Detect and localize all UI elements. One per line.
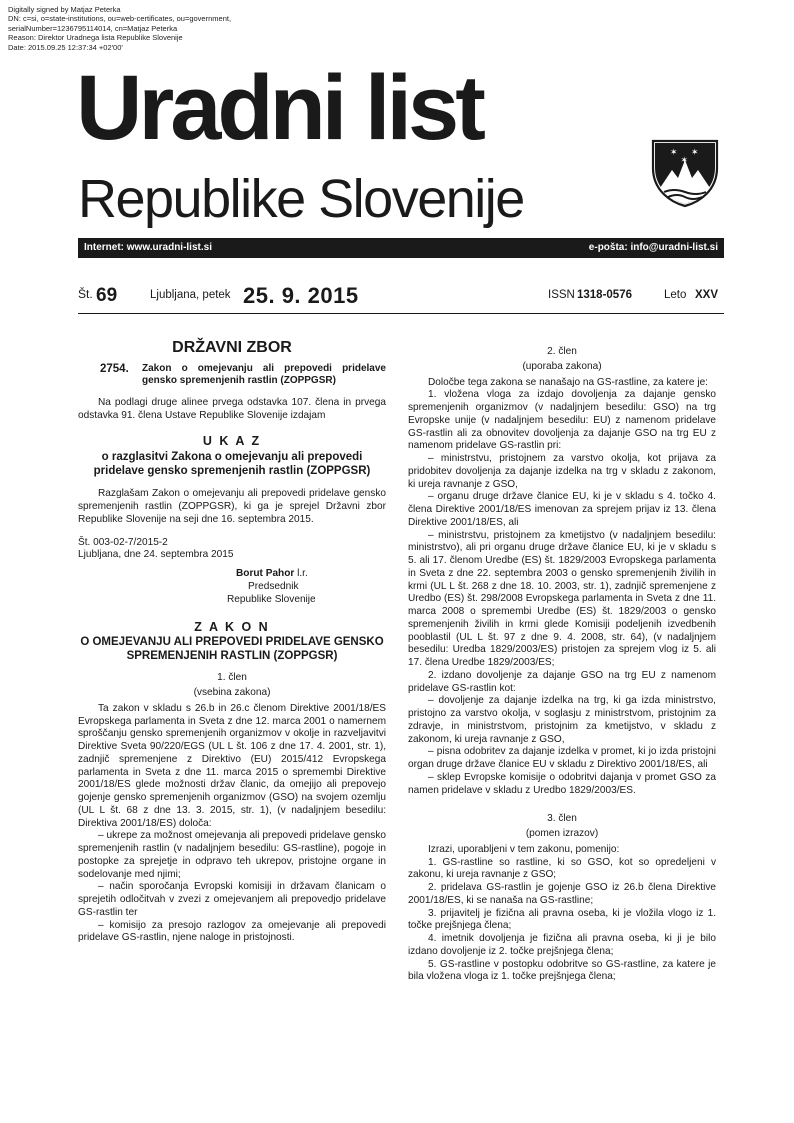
- issn-label: ISSN: [548, 289, 575, 301]
- paragraph: Ta zakon v skladu s 26.b in 26.c členom Direktive 2001/18/ES Evropskega parlamenta in Sveta z dne 12. marca 2001 o namernem sproščanju gensko spremenjenih organizmov v okolje in razveljavitvi Direktive Sveta 90/220/EGS (UL L št. 106 z dne 17. 4. 2001, str. 1), zadnjič spremenjene z Direktivo (EU) 2015/412 Evropskega parlamenta in Sveta z dne 11. marca 2015 o spremembi Direktive 2001/18/ES glede možnosti držav članic, da omejijo ali prepovejo gojenje gensko spremenjenih organizmov (GSO) na svojem ozemlju (UL L št. 68 z dne 13. 3. 2015, str. 1), (v nadaljnjem besedilu: Direktiva 2001/18/ES) določa:: [78, 702, 386, 829]
- article-title: (pomen izrazov): [525, 828, 599, 839]
- signature-line: Reason: Direktor Uradnega lista Republike Slovenije: [8, 33, 183, 43]
- masthead-subtitle: Republike Slovenije: [78, 169, 524, 229]
- article-heading: 3. člen: [547, 813, 577, 825]
- list-item: 1. GS-rastline so rastline, ki so GSO, kot so opredeljeni v zakonu, ki ureja ravnanje z GSO;: [408, 856, 716, 881]
- zakon-heading: Z A K O N: [194, 620, 270, 635]
- list-item: – ukrepe za možnost omejevanja ali prepovedi pridelave gensko spremenjenih rastlin (v nadaljnjem besedilu: GS-rastline), pogoje in postopke za sprejetje in odpravo teh ukrepov, pristojne organe in sodelovanje med njimi;: [78, 830, 386, 880]
- article-title: (uporaba zakona): [522, 360, 602, 372]
- signer-line: [78, 568, 386, 581]
- issue-number: 69: [96, 285, 118, 306]
- reference-date: Ljubljana, dne 24. septembra 2015: [78, 549, 234, 561]
- list-item: – organu druge države članice EU, ki je v skladu s 4. točko 4. člena Direktive 2001/18/ES imenovan za sprejem prijav iz 13. člena Direktive 2001/18/ES, ali: [408, 491, 716, 528]
- signature-line: Digitally signed by Matjaz Peterka: [8, 5, 121, 14]
- list-item: – komisijo za presojo razlogov za omejevanje ali prepovedi pridelave GS-rastlin, njene naloge in pristojnosti.: [78, 919, 386, 944]
- paragraph: Razglašam Zakon o omejevanju ali prepovedi pridelave gensko spremenjenih rastlin (ZOPPGSR), ki ga je sprejel Državni zbor Republike Slovenije na seji dne 16. septembra 2015.: [78, 488, 386, 525]
- paragraph: Izrazi, uporabljeni v tem zakonu, pomenijo:: [428, 843, 620, 855]
- issue-line: [78, 283, 724, 314]
- list-item: 4. imetnik dovoljenja je fizična ali pravna oseba, ki ji je bilo izdano dovoljenje iz 2. točke prejšnjega člena;: [408, 933, 716, 957]
- issn-value: 1318-0576: [577, 289, 632, 301]
- list-item: – ministrstvu, pristojnem za kmetijstvo (v nadaljnjem besedilu: ministrstvo), ali pri organu druge države članice EU, ki je v skladu s 5. ali 17. členom Uredbe (ES) št. 1829/2003 Evropskega parlamenta in Sveta z dne 22. septembra 2003 o gensko spremenjenih živilih in krmi (UL L št. 268 z dne 18. 10. 2003, str. 1), zadnjič spremenjene z Uredbo (ES) št. 298/2008 Evropskega parlamenta in Sveta z dne 11. marca 2008 o spremembi Uredbe (ES) št. 1829/2003 o gensko spremenjenih živilih in krmi glede Komisiji podeljenih izvedbenih pooblastil (UL L št. 97 z dne 9. 4. 2008, str. 64), (v nadaljnjem besedilu: Uredba 1829/2003/ES) pristojen za sprejem vlog iz 5. ali 17. člena Uredbe 1829/2003/ES;: [408, 529, 716, 668]
- signature-line: serialNumber=1236795114014, cn=Matjaz Peterka: [8, 23, 178, 33]
- act-title: Zakon o omejevanju ali prepovedi pridelave gensko spremenjenih rastlin (ZOPPGSR): [142, 362, 386, 386]
- zakon-subheading: O OMEJEVANJU ALI PREPOVEDI PRIDELAVE GENSKO SPREMENJENIH RASTLIN (ZOPPGSR): [80, 636, 384, 662]
- left-column: [78, 339, 386, 945]
- list-item: – dovoljenje za dajanje izdelka na trg, ki ga izda ministrstvo, pristojno za varstvo okolja, v soglasju z ministrstvom, pristojnim za zdravje, in ministrstvom, pristojnim za kmetijstvo, v skladu z zakonom, ki ureja ravnanje z GSO,: [408, 695, 716, 745]
- svg-text:✶: ✶: [670, 148, 678, 158]
- list-item: 2. pridelava GS-rastlin je gojenje GSO iz 26.b člena Direktive 2001/18/ES, ki se nanaša na GS-rastline;: [408, 882, 716, 906]
- article-title: (vsebina zakona): [193, 687, 271, 698]
- list-item: – pisna odobritev za dajanje izdelka v promet, ki jo izda pristojni organ druge države članice EU v skladu z Direktivo 2001/18/ES, ali: [408, 746, 716, 770]
- leto-label: Leto: [664, 289, 687, 301]
- paragraph: 1. vložena vloga za izdajo dovoljenja za dajanje gensko spremenjenih organizmov (v nadaljnjem besedilu: GSO) na trg Evropske unije (v nadaljnjem besedilu: EU) z namenom pridelave GS-rastlin ali za obnovitev dovoljenja za dajanje GSO na trg EU z namenom pridelave GS-rastlin pri:: [408, 389, 716, 452]
- list-item: – sklep Evropske komisije o odobritvi dajanja v promet GSO za namen pridelave v skladu z Uredbo 1829/2003/ES.: [408, 771, 716, 796]
- signer-lr: l.r.: [294, 568, 308, 579]
- masthead-title: Uradni list: [76, 57, 482, 159]
- paragraph: Na podlagi druge alinee prvega odstavka 107. člena in prvega odstavka 91. člena Ustave Republike Slovenije izdajam: [78, 396, 386, 421]
- ukaz-subheading: o razglasitvi Zakona o omejevanju ali prepovedi pridelave gensko spremenjenih rastlin (ZOPPGSR): [93, 451, 371, 477]
- list-item: 5. GS-rastline v postopku odobritve so GS-rastline, za katere je bila vložena vloga iz 1. točke prejšnjega člena;: [408, 958, 716, 983]
- internet-link[interactable]: Internet: www.uradni-list.si: [84, 242, 212, 253]
- ukaz-heading: U K A Z: [202, 434, 262, 449]
- issue-date: 25. 9. 2015: [243, 283, 359, 308]
- issue-number-label: Št.: [78, 287, 93, 301]
- article-heading: 1. člen: [217, 672, 247, 684]
- signer-role: Predsednik: [248, 580, 299, 592]
- reference-number: Št. 003-02-7/2015-2: [78, 536, 168, 548]
- act-heading: [78, 363, 386, 387]
- masthead-bar: [78, 238, 724, 258]
- list-item: – ministrstvu, pristojnem za varstvo okolja, kot prijava za pridobitev dovoljenja za dajanje izdelka na trg v skladu z zakonom, ki ureja ravnanje z GSO,: [408, 453, 716, 490]
- act-number: 2754.: [100, 362, 129, 375]
- signature-line: DN: c=si, o=state-institutions, ou=web-certificates, ou=government,: [8, 14, 232, 24]
- signer-org: Republike Slovenije: [227, 593, 316, 605]
- right-column: [408, 346, 716, 984]
- signature-line: Date: 2015.09.25 12:37:34 +02'00': [8, 42, 123, 52]
- digital-signature-block: [8, 5, 231, 52]
- paragraph: 2. izdano dovoljenje za dajanje GSO na trg EU z namenom pridelave GS-rastlin kot:: [408, 669, 716, 694]
- signer-name: Borut Pahor: [236, 568, 295, 579]
- coat-of-arms-icon: [650, 138, 720, 208]
- list-item: 3. prijavitelj je fizična ali pravna oseba, ki je vložila vlogo iz 1. točke prejšnjega člena;: [408, 907, 716, 932]
- section-heading: DRŽAVNI ZBOR: [172, 339, 292, 356]
- svg-text:✶: ✶: [691, 148, 699, 158]
- article-heading: 2. člen: [547, 346, 577, 357]
- leto-value: XXV: [695, 289, 719, 301]
- email-link[interactable]: e-pošta: info@uradni-list.si: [588, 242, 718, 253]
- list-item: – način sporočanja Evropski komisiji in državam članicam o sprejetih odločitvah v zvezi z omejevanjem ali prepovedjo pridelave GS-rastlin ter: [78, 881, 386, 918]
- issue-place-day: Ljubljana, petek: [150, 289, 231, 301]
- svg-text:✶: ✶: [680, 156, 689, 166]
- paragraph: Določbe tega zakona se nanašajo na GS-rastline, za katere je:: [428, 376, 708, 388]
